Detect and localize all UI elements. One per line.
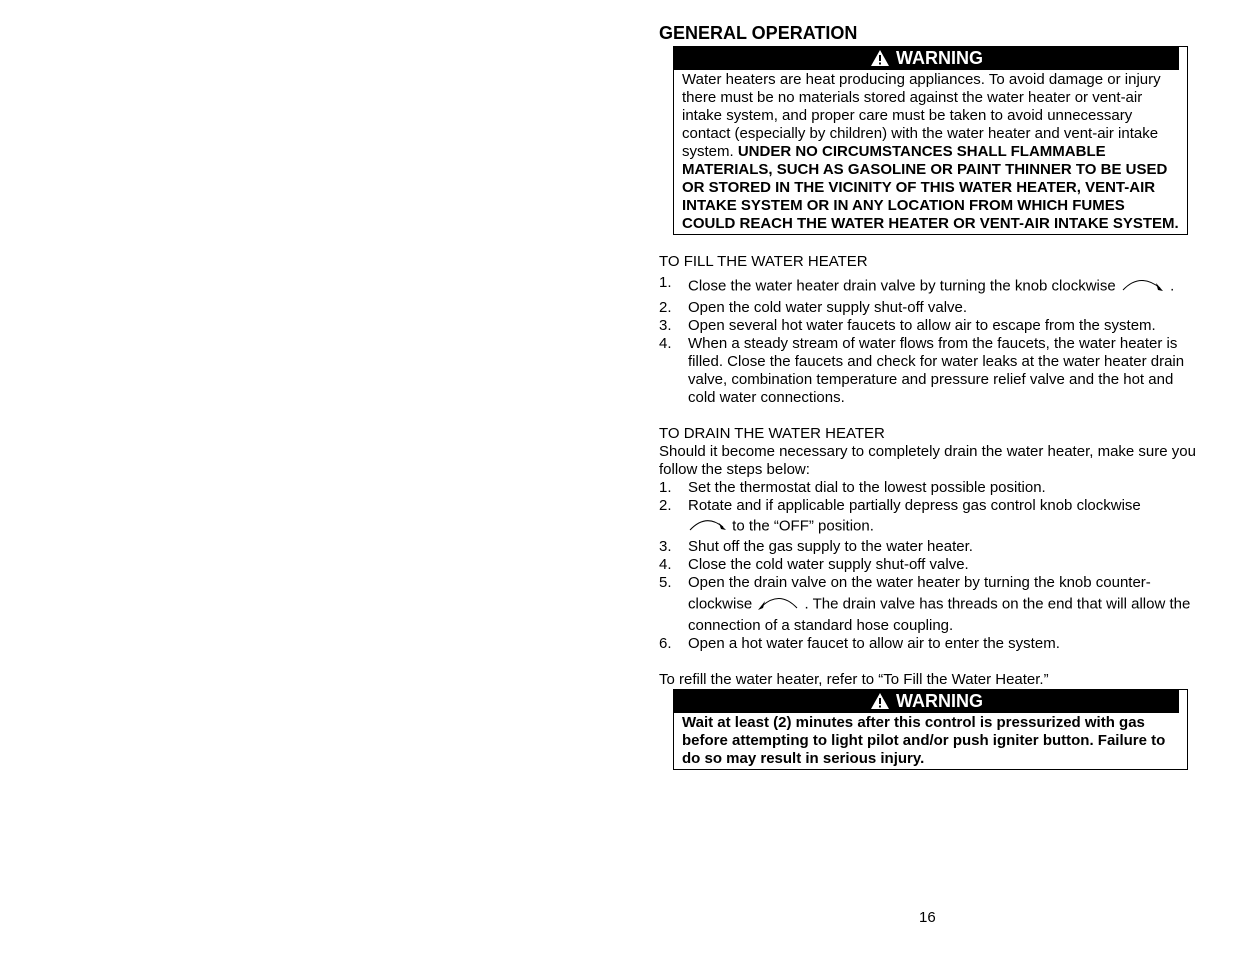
counterclockwise-arrow-icon — [756, 592, 800, 617]
list-item: 4. When a steady stream of water flows from the faucets, the water heater is filled. Close the faucets and check for water leaks at the water heater drain valve, combination temperature and pressure relief valve and the hot and cold water connections. — [659, 335, 1185, 406]
list-item: 1. Close the water heater drain valve by turning the knob clockwise . — [659, 274, 1204, 299]
warning-box-2 — [673, 689, 1188, 770]
warning-label: WARNING — [896, 48, 983, 68]
fill-steps — [659, 274, 1204, 407]
warning-text-bold: UNDER NO CIRCUMSTANCES SHALL FLAMMABLE MATERIALS, SUCH AS GASOLINE OR PAINT THINNER TO BE USED OR STORED IN THE VICINITY OF THIS WATER HEATER, VENT-AIR INTAKE SYSTEM OR IN ANY LOCATION FROM WHICH FUMES COULD REACH THE WATER HEATER OR VENT-AIR INTAKE SYSTEM. — [682, 143, 1179, 232]
warning-triangle-icon — [870, 692, 890, 716]
clockwise-arrow-icon — [1120, 274, 1166, 299]
list-item: 5. Open the drain valve on the water heater by turning the knob counter-clockwise . The drain valve has threads on the end that will allow the connection of a standard hose coupling. — [659, 574, 1191, 634]
list-item: 4. Close the cold water supply shut-off valve. — [659, 556, 969, 573]
list-item: 2. Open the cold water supply shut-off valve. — [659, 299, 968, 316]
warning-label: WARNING — [896, 691, 983, 711]
list-item: 6. Open a hot water faucet to allow air to enter the system. — [659, 635, 1060, 652]
page-heading: GENERAL OPERATION — [659, 23, 858, 43]
list-item: 1. Set the thermostat dial to the lowest possible position. — [659, 479, 1046, 496]
drain-intro: Should it become necessary to completely drain the water heater, make sure you follow the steps below: — [659, 443, 1196, 478]
warning-header — [674, 47, 1187, 70]
list-item: 3. Open several hot water faucets to allow air to escape from the system. — [659, 317, 1156, 334]
fill-title: TO FILL THE WATER HEATER — [659, 253, 868, 270]
refill-note: To refill the water heater, refer to “To Fill the Water Heater.” — [659, 671, 1049, 688]
warning-header — [674, 690, 1187, 713]
list-item: 2. Rotate and if applicable partially depress gas control knob clockwise to the “OFF” position. — [659, 497, 1204, 538]
list-item: 3. Shut off the gas supply to the water heater. — [659, 538, 973, 555]
page-number: 16 — [919, 909, 936, 926]
warning-triangle-icon — [870, 49, 890, 73]
content-column — [659, 22, 1204, 770]
warning-text — [674, 70, 1187, 234]
warning-text — [674, 713, 1187, 769]
warning-text-plain: Water heaters are heat producing appliances. To avoid damage or injury there must be no materials stored against the water heater or vent-air intake system, and proper care must be taken to avoid unnecessary contact (especially by children) with the water heater and vent-air intake system. — [682, 71, 1161, 160]
drain-steps — [659, 479, 1204, 653]
warning-text-bold: Wait at least (2) minutes after this control is pressurized with gas before attempting to light pilot and/or push igniter button. Failure to do so may result in serious injury. — [682, 714, 1166, 767]
drain-title: TO DRAIN THE WATER HEATER — [659, 425, 885, 442]
warning-box-1 — [673, 46, 1188, 235]
clockwise-arrow-icon — [688, 515, 728, 538]
